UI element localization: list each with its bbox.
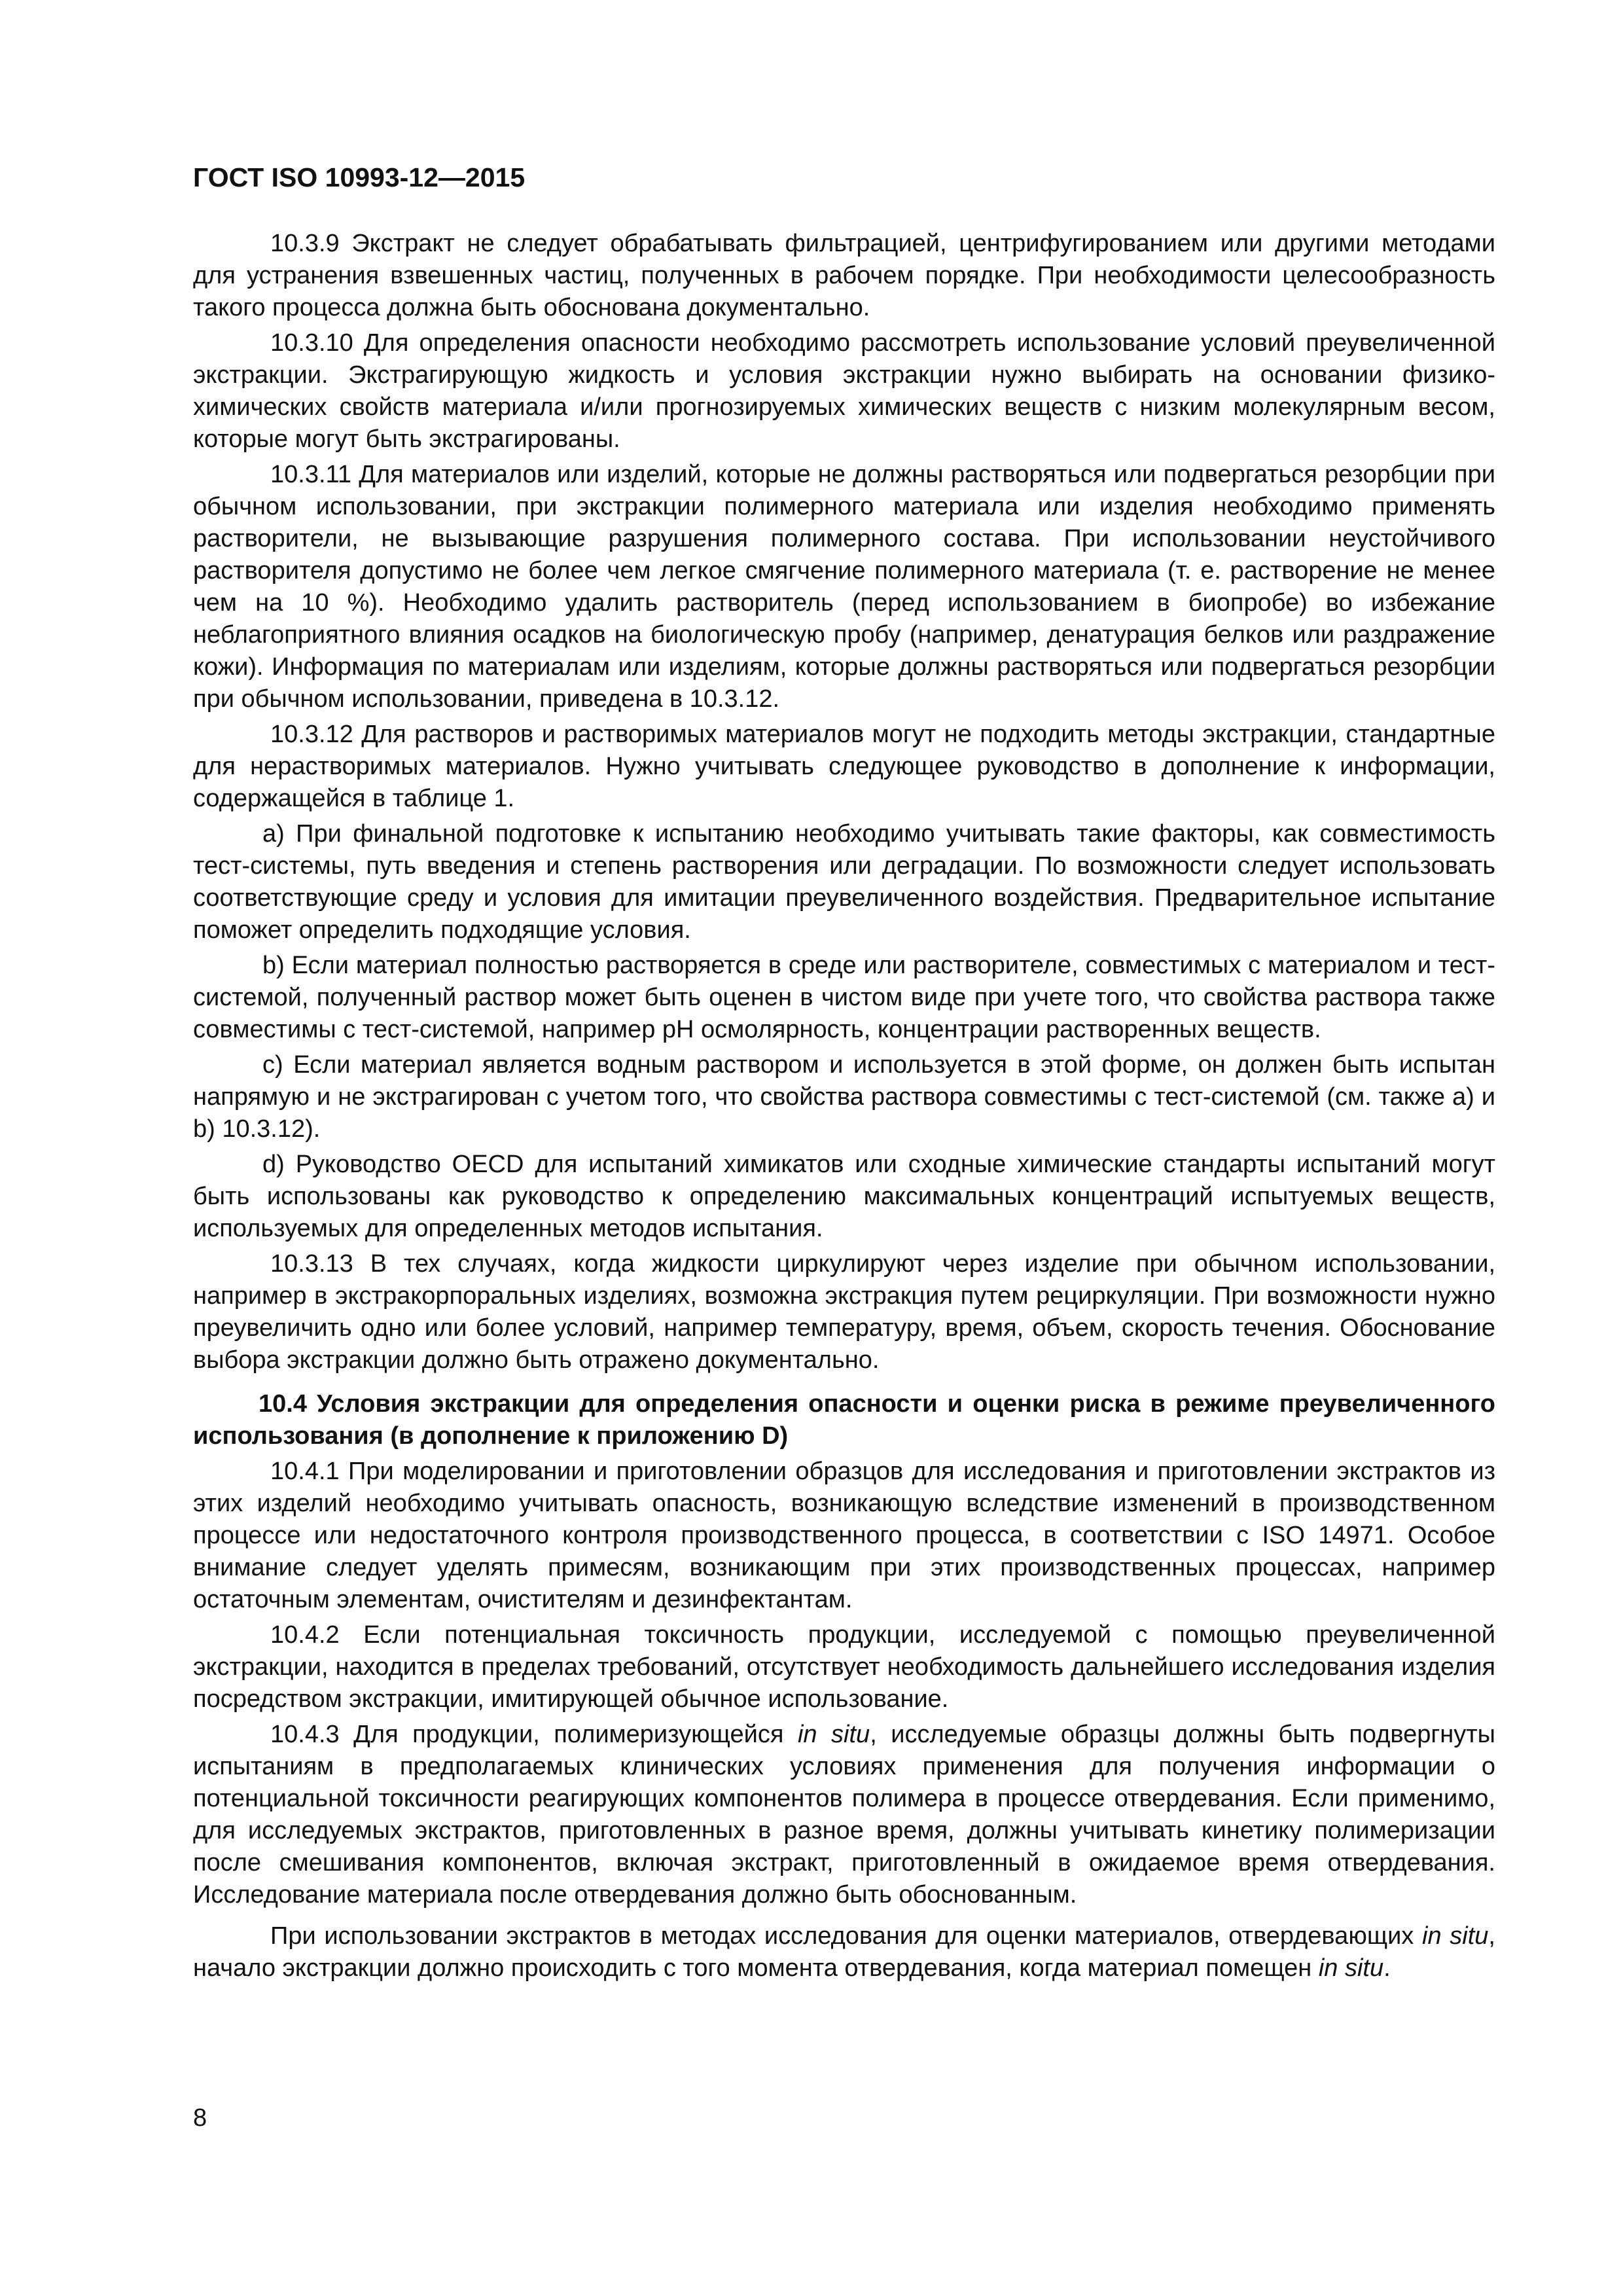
- document-header: ГОСТ ISO 10993-12—2015: [193, 162, 526, 192]
- paragraph-10-4-1: 10.4.1 При моделировании и приготовлении образцов для исследования и приготовлении экстрактов из этих изделий необходимо учитывать опасность, возникающую вследствие изменений в производственном процессе или недостаточного контроля производственного процесса, в соответствии с ISO 14971. Особое внимание следует уделять примесям, возникающим при этих производственных процессах, например остаточным элементам, очистителям и дезинфектантам.: [193, 1458, 1495, 1613]
- paragraph-in-situ-middle: , начало экстракции должно происходить с того момента отвердевания, когда материал помещен: [193, 1922, 1495, 1982]
- paragraph-10-3-10: 10.3.10 Для определения опасности необходимо рассмотреть использование условий преувеличенной экстракции. Экстрагирующую жидкость и условия экстракции нужно выбирать на основании физико-химических свойств материала и/или прогнозируемых химических веществ с низким молекулярным весом, которые могут быть экстрагированы.: [193, 329, 1495, 453]
- list-item-b: b) Если материал полностью растворяется в среде или растворителе, совместимых с материалом и тест-системой, полученный раствор может быть оценен в чистом виде при учете того, что свойства раствора также совместимы с тест-системой, например pH осмолярность, концентрации растворенных веществ.: [193, 952, 1495, 1043]
- section-heading-10-4: 10.4 Условия экстракции для определения опасности и оценки риска в режиме преувеличенного использования (в дополнение к приложению D): [193, 1390, 1495, 1450]
- paragraph-in-situ-start: При использовании экстрактов в методах исследования для оценки материалов, отвердевающих: [270, 1922, 1423, 1950]
- in-situ-term: in situ: [797, 1721, 870, 1748]
- paragraph-10-3-9: 10.3.9 Экстракт не следует обрабатывать фильтрацией, центрифугированием или другими методами для устранения взвешенных частиц, полученных в рабочем порядке. При необходимости целесообразность такого процесса должна быть обоснована документально.: [193, 230, 1495, 321]
- paragraph-10-3-12: 10.3.12 Для растворов и растворимых материалов могут не подходить методы экстракции, стандартные для нерастворимых материалов. Нужно учитывать следующее руководство в дополнение к информации, содержащейся в таблице 1.: [193, 721, 1495, 812]
- list-item-d: d) Руководство OECD для испытаний химикатов или сходные химические стандарты испытаний могут быть использованы как руководство к определению максимальных концентраций испытуемых веществ, используемых для определенных методов испытания.: [193, 1151, 1495, 1242]
- paragraph-10-4-3-start: 10.4.3 Для продукции, полимеризующейся: [270, 1721, 798, 1748]
- in-situ-term: in situ: [1318, 1954, 1384, 1982]
- document-body: [193, 228, 1495, 1988]
- paragraph-in-situ-extracts: [193, 1920, 1495, 1984]
- list-item-c: c) Если материал является водным раствором и используется в этой форме, он должен быть испытан напрямую и не экстрагирован с учетом того, что свойства раствора совместимы с тест-системой (см. также а) и b) 10.3.12).: [193, 1051, 1495, 1143]
- in-situ-term: in situ: [1422, 1922, 1489, 1950]
- list-item-a: а) При финальной подготовке к испытанию необходимо учитывать такие факторы, как совместимость тест-системы, путь введения и степень растворения или деградации. По возможности следует использовать соответствующие среду и условия для имитации преувеличенного воздействия. Предварительное испытание поможет определить подходящие условия.: [193, 820, 1495, 944]
- paragraph-10-3-13: 10.3.13 В тех случаях, когда жидкости циркулируют через изделие при обычном использовании, например в экстракорпоральных изделиях, возможна экстракция путем рециркуляции. При возможности нужно преувеличить одно или более условий, например температуру, время, объем, скорость течения. Обоснование выбора экстракции должно быть отражено документально.: [193, 1250, 1495, 1374]
- paragraph-in-situ-end: .: [1383, 1954, 1391, 1982]
- paragraph-10-4-2: 10.4.2 Если потенциальная токсичность продукции, исследуемой с помощью преувеличенной экстракции, находится в пределах требований, отсутствует необходимость дальнейшего исследования изделия посредством экстракции, имитирующей обычное использование.: [193, 1621, 1495, 1713]
- page-number: 8: [193, 2104, 207, 2132]
- paragraph-10-4-3-rest: , исследуемые образцы должны быть подвергнуты испытаниям в предполагаемых клинических условиях применения для получения информации о потенциальной токсичности реагирующих компонентов полимера в процессе отвердевания. Если применимо, для исследуемых экстрактов, приготовленных в разное время, должны учитывать кинетику полимеризации после смешивания компонентов, включая экстракт, приготовленный в ожидаемое время отвердевания. Исследование материала после отвердевания должно быть обоснованным.: [193, 1721, 1495, 1909]
- paragraph-10-3-11: 10.3.11 Для материалов или изделий, которые не должны растворяться или подвергаться резорбции при обычном использовании, при экстракции полимерного материала или изделия необходимо применять растворители, не вызывающие разрушения полимерного состава. При использовании неустойчивого растворителя допустимо не более чем легкое смягчение полимерного материала (т. е. растворение не менее чем на 10 %). Необходимо удалить растворитель (перед использованием в биопробе) во избежание неблагоприятного влияния осадков на биологическую пробу (например, денатурация белков или раздражение кожи). Информация по материалам или изделиям, которые должны растворяться или подвергаться резорбции при обычном использовании, приведена в 10.3.12.: [193, 461, 1495, 713]
- paragraph-10-4-3: [193, 1719, 1495, 1911]
